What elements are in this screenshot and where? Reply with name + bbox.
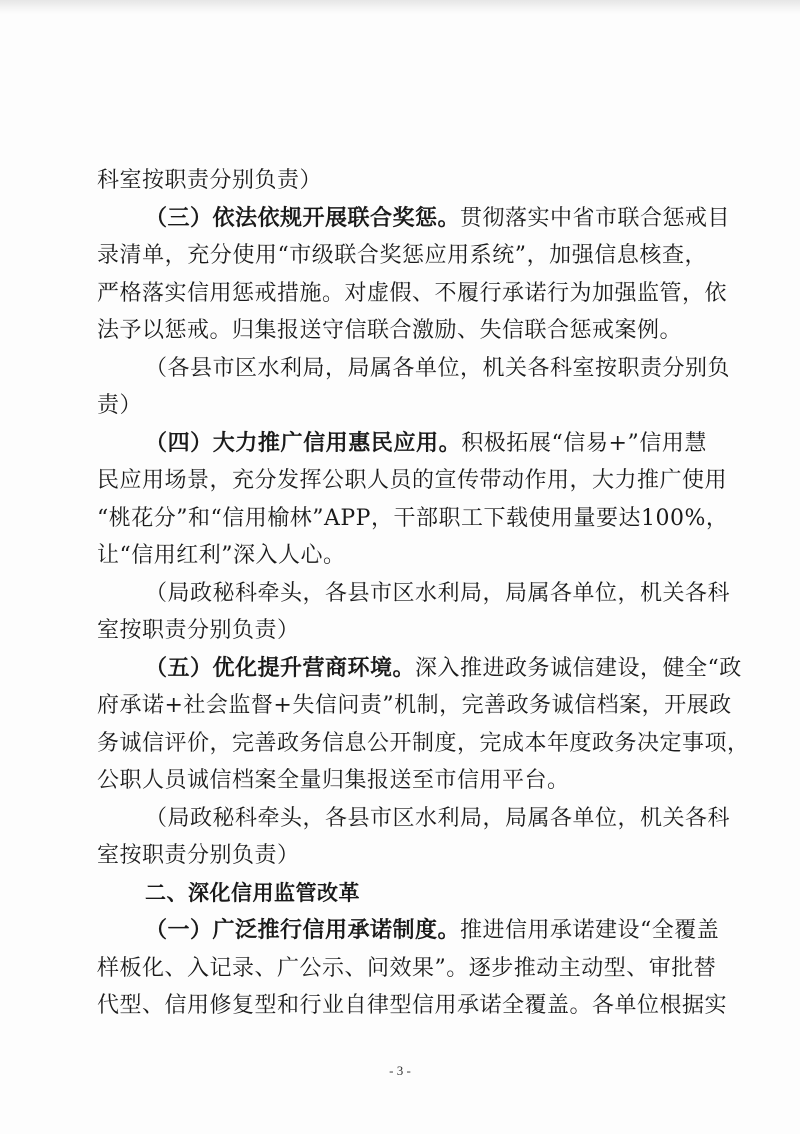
document-body — [97, 162, 750, 1025]
text-line: “桃花分”和“信用榆林”APP，干部职工下载使用量要达100%， — [97, 505, 729, 531]
item-text: 贯彻落实中省市联合惩戒目 — [460, 205, 731, 231]
text-line: 务诚信评价，完善政务信息公开制度，完成本年度政务决定事项， — [97, 730, 750, 756]
text-line: 责） — [97, 393, 143, 418]
paragraph-item-four — [97, 425, 707, 463]
text-line: 样板化、入记录、广公示、问效果”。逐步推动主动型、审批替 — [97, 955, 717, 981]
text-line: 民应用场景，充分发挥公职人员的宣传带动作用，大力推广使用 — [97, 468, 728, 493]
text-line: 室按职责分别负责） — [97, 618, 300, 643]
item-text: 深入推进政务诚信建设，健全“政 — [415, 655, 742, 681]
responsibility-note: （各县市区水利局，局属各单位，机关各科室按职责分别负 — [145, 355, 731, 381]
text-line: 公职人员诚信档案全量归集报送至市信用平台。 — [97, 768, 570, 793]
responsibility-note: （局政秘科牵头，各县市区水利局，局属各单位，机关各科 — [145, 805, 731, 831]
text-line: 法予以惩戒。归集报送守信联合激励、失信联合惩戒案例。 — [97, 318, 683, 343]
item-heading: （五）优化提升营商环境。 — [145, 654, 416, 681]
text-line: 科室按职责分别负责） — [97, 168, 323, 193]
paragraph-item-three — [97, 200, 731, 238]
text-line: 严格落实信用惩戒措施。对虚假、不履行承诺行为加强监管，依 — [97, 280, 728, 306]
text-line: 代型、信用修复型和行业自律型信用承诺全覆盖。各单位根据实 — [97, 993, 728, 1018]
item-heading: （一）广泛推行信用承诺制度。 — [145, 917, 461, 943]
text-line: 室按职责分别负责） — [97, 843, 300, 868]
text-line: 让“信用红利”深入人心。 — [97, 543, 346, 568]
text-line: 录清单，充分使用“市级联合奖惩应用系统”，加强信息核查， — [97, 243, 707, 268]
item-heading: （三）依法依规开展联合奖惩。 — [145, 204, 461, 231]
item-text: 积极拓展“信易+”信用慧 — [461, 430, 707, 456]
text-line: 府承诺+社会监督+失信问责”机制，完善政务诚信档案，开展政 — [97, 693, 732, 718]
page-number: - 3 - — [389, 1063, 411, 1078]
scan-top-edge — [0, 0, 800, 14]
item-text: 推进信用承诺建设“全覆盖 — [460, 918, 720, 943]
item-heading: （四）大力推广信用惠民应用。 — [145, 429, 462, 456]
responsibility-note: （局政秘科牵头，各县市区水利局，局属各单位，机关各科 — [145, 580, 731, 606]
paragraph-item-one — [97, 912, 720, 950]
section-heading: 二、深化信用监管改革 — [145, 880, 360, 905]
paragraph-item-five — [97, 650, 742, 688]
